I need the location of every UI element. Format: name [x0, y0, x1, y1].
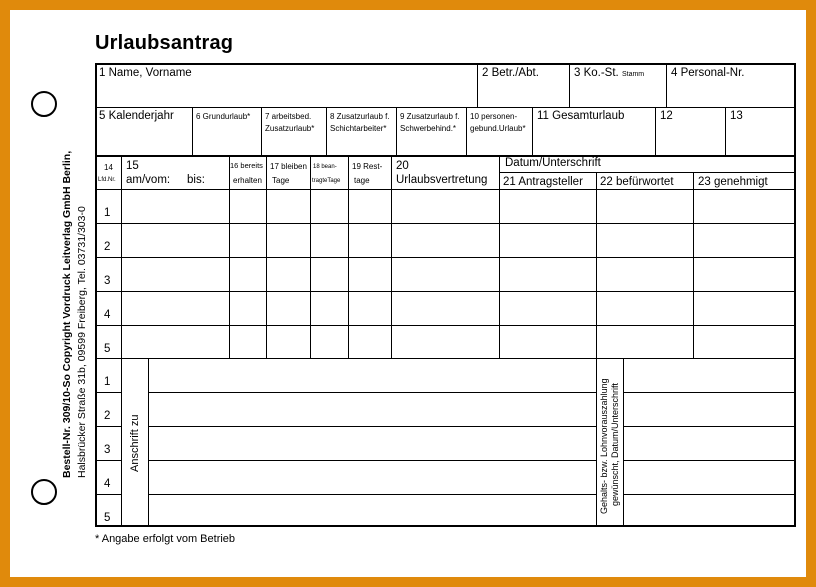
row-number: 1	[104, 207, 111, 219]
field-12-label: 12	[660, 110, 673, 122]
vline	[192, 107, 193, 156]
vline	[477, 63, 478, 107]
vline	[266, 156, 267, 359]
hline	[95, 257, 796, 258]
field-kalenderjahr-label: 5 Kalenderjahr	[99, 110, 174, 122]
side-imprint-line1: Bestell-Nr. 309/10-So Copyright Vordruck Leitverlag GmbH Berlin,	[61, 150, 73, 478]
row-number: 3	[104, 444, 111, 456]
vline	[693, 173, 694, 359]
field-schicht-label-1: 8 Zusatzurlaub f.	[330, 112, 390, 121]
field-betr-label: 2 Betr./Abt.	[482, 67, 539, 79]
field-schwerbehind-label-1: 9 Zusatzurlaub f.	[400, 112, 460, 121]
row-number: 3	[104, 275, 111, 287]
field-arbeitsbed-label-1: 7 arbeitsbed.	[265, 112, 312, 121]
field-gesamt-label: 11 Gesamturlaub	[537, 110, 625, 122]
side-imprint	[61, 151, 73, 478]
field-personen-label-2: gebund.Urlaub*	[470, 124, 526, 133]
header-antragsteller: 21 Antragsteller	[503, 176, 583, 188]
vline	[391, 156, 392, 359]
header-bis: bis:	[187, 174, 205, 186]
form-title: Urlaubsantrag	[95, 32, 234, 54]
header-bleiben-2: Tage	[272, 176, 290, 185]
header-datum: Datum/Unterschrift	[505, 157, 601, 169]
field-kost-label	[574, 67, 644, 80]
field-name-label: 1 Name, Vorname	[99, 67, 192, 79]
vline	[569, 63, 570, 107]
vline	[261, 107, 262, 156]
header-beantragte-2: tragteTage	[312, 178, 341, 184]
hline	[95, 291, 796, 292]
lohn-label-1: Gehalts- bzw. Lohnvorauszahlung	[599, 378, 609, 514]
hline	[95, 189, 796, 190]
vline	[666, 63, 667, 107]
header-lfd-2: Lfd.Nr.	[98, 177, 116, 183]
anschrift-label: Anschrift zu	[129, 414, 141, 472]
vline	[596, 173, 597, 359]
punch-hole-bottom	[31, 479, 57, 505]
header-vertretung-2: Urlaubsvertretung	[396, 174, 488, 186]
hline	[95, 426, 796, 427]
vline	[466, 107, 467, 156]
vline	[310, 156, 311, 359]
field-personal-label: 4 Personal-Nr.	[671, 67, 745, 79]
hline	[95, 460, 796, 461]
vline	[396, 107, 397, 156]
hline	[95, 325, 796, 326]
hline	[95, 358, 796, 359]
hline	[499, 172, 796, 173]
kost-sub: Stamm	[621, 71, 645, 78]
vline	[725, 107, 726, 156]
field-grundurlaub-label: 6 Grundurlaub*	[196, 112, 251, 121]
header-am-vom-1: 15	[126, 160, 139, 172]
vline	[121, 156, 122, 359]
vline	[623, 358, 624, 526]
field-personen-label-1: 10 personen-	[470, 112, 518, 121]
field-schicht-label-2: Schichtarbeiter*	[330, 124, 387, 133]
vline	[148, 358, 149, 526]
header-vertretung-1: 20	[396, 160, 409, 172]
row-number: 4	[104, 478, 111, 490]
header-genehmigt: 23 genehmigt	[698, 176, 768, 188]
row-number: 2	[104, 410, 111, 422]
lohn-label-2: gewünscht, Datum/Unterschrift	[610, 382, 620, 506]
hline	[95, 107, 796, 108]
field-13-label: 13	[730, 110, 743, 122]
header-beantragte-1: 18 bean-	[313, 164, 337, 170]
header-lfd-1: 14	[104, 163, 113, 172]
kost-text: 3 Ko.-St.	[574, 67, 619, 79]
header-rest-2: tage	[354, 176, 370, 185]
header-bereits-2: erhalten	[233, 176, 262, 185]
side-imprint-line2: Halsbrücker Straße 31b, 09599 Freiberg, Tel. 03731/303-0	[76, 206, 88, 478]
header-befuerwortet: 22 befürwortet	[600, 176, 674, 188]
vline	[532, 107, 533, 156]
hline	[149, 392, 796, 393]
footnote: * Angabe erfolgt vom Betrieb	[95, 533, 236, 545]
header-bleiben-1: 17 bleiben	[270, 162, 307, 171]
vline	[229, 156, 230, 359]
side-imprint-2	[76, 206, 88, 478]
row-number: 2	[104, 241, 111, 253]
header-bereits-1: 16 bereits	[230, 161, 263, 170]
field-schwerbehind-label-2: Schwerbehind.*	[400, 124, 457, 133]
hline	[95, 155, 796, 157]
punch-hole-top	[31, 91, 57, 117]
row-number: 1	[104, 376, 111, 388]
header-rest-1: 19 Rest-	[352, 162, 383, 171]
row-number: 5	[104, 512, 111, 524]
row-number: 4	[104, 309, 111, 321]
vline	[326, 107, 327, 156]
vline	[499, 156, 500, 359]
row-number: 5	[104, 343, 111, 355]
field-arbeitsbed-label-2: Zusatzurlaub*	[265, 124, 315, 133]
vline	[348, 156, 349, 359]
vline	[655, 107, 656, 156]
hline	[95, 494, 796, 495]
hline	[95, 223, 796, 224]
header-am-vom-2: am/vom:	[126, 174, 171, 186]
